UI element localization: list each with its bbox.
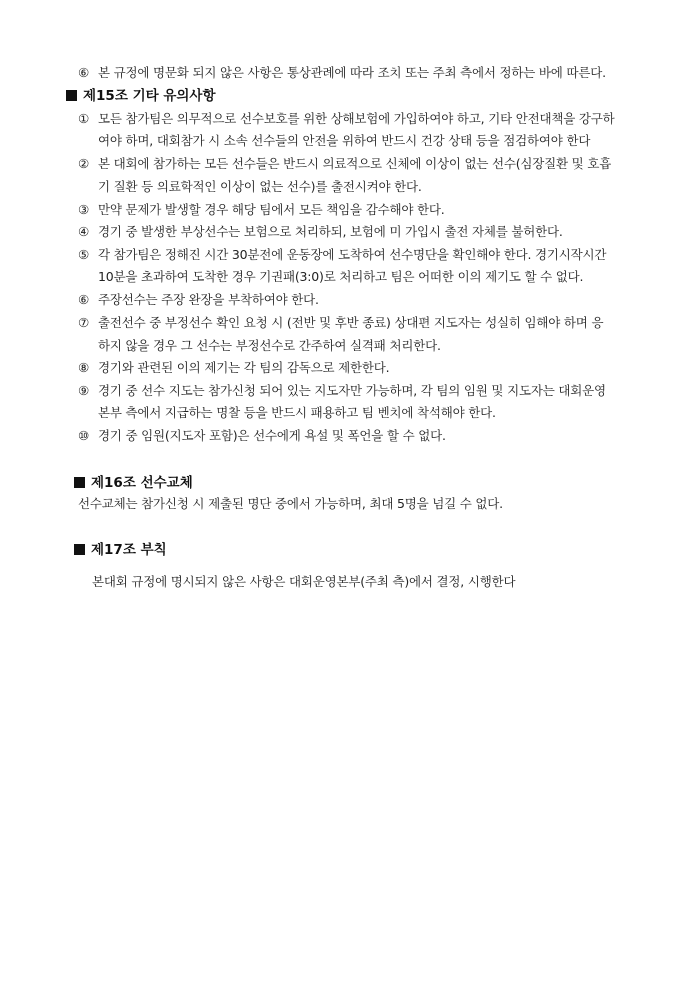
article-15-title: 제15조 기타 유의사항 [83, 88, 216, 104]
article-16-text: 선수교체는 참가신청 시 제출된 명단 중에서 가능하며, 최대 5명을 넘길 수 없다. [78, 496, 503, 511]
item-text: 본 규정에 명문화 되지 않은 사항은 통상관례에 따라 조치 또는 주최 측에서 정하는 바에 따른다. [98, 65, 606, 80]
square-bullet-icon [74, 477, 85, 488]
article-16-title: 제16조 선수교체 [91, 475, 193, 491]
item-number: ④ [78, 224, 90, 239]
article-15-item-4 [78, 223, 563, 241]
article-17-heading [74, 540, 167, 560]
item-text: 여야 하며, 대회참가 시 소속 선수들의 안전을 위하여 반드시 건강 상태 등을 점검하여야 한다 [98, 133, 591, 148]
item-text: 경기 중 임원(지도자 포함)은 선수에게 욕설 및 폭언을 할 수 없다. [98, 428, 446, 443]
article-15-item-9 [78, 382, 606, 400]
item-number: ⑥ [78, 65, 90, 80]
square-bullet-icon [66, 90, 77, 101]
article-15-item-7 [78, 314, 603, 332]
item-text: 하지 않을 경우 그 선수는 부정선수로 간주하여 실격패 처리한다. [98, 338, 441, 353]
item-text: 모든 참가팀은 의무적으로 선수보호를 위한 상해보험에 가입하여야 하고, 기타 안전대책을 강구하 [98, 111, 615, 126]
item-text: 기 질환 등 의료학적인 이상이 없는 선수)를 출전시켜야 한다. [98, 179, 422, 194]
item-number: ② [78, 156, 90, 171]
item-number: ⑤ [78, 247, 90, 262]
rule-item-top [78, 64, 606, 82]
item-text: 경기 중 선수 지도는 참가신청 되어 있는 지도자만 가능하며, 각 팀의 임원 및 지도자는 대회운영 [98, 383, 606, 398]
article-15-item-3 [78, 201, 445, 219]
article-15-item-10 [78, 427, 446, 445]
item-text: 경기 중 발생한 부상선수는 보험으로 처리하되, 보험에 미 가입시 출전 자체를 불허한다. [98, 224, 563, 239]
article-15-heading [66, 86, 216, 106]
item-number: ① [78, 111, 90, 126]
article-15-item-6 [78, 291, 319, 309]
item-text: 본부 측에서 지급하는 명찰 등을 반드시 패용하고 팀 벤치에 착석해야 한다. [98, 405, 496, 420]
item-text: 주장선수는 주장 완장을 부착하여야 한다. [98, 292, 319, 307]
article-16-body [78, 495, 503, 513]
article-17-body [92, 573, 515, 591]
article-15-item-8 [78, 359, 389, 377]
item-number: ③ [78, 202, 90, 217]
article-15-item-9-cont [98, 404, 496, 422]
article-15-item-5 [78, 246, 606, 264]
square-bullet-icon [74, 544, 85, 555]
article-17-title: 제17조 부칙 [91, 542, 167, 558]
article-15-item-5-cont [98, 268, 583, 286]
item-text: 경기와 관련된 이의 제기는 각 팀의 감독으로 제한한다. [98, 360, 390, 375]
item-text: 본 대회에 참가하는 모든 선수들은 반드시 의료적으로 신체에 이상이 없는 선수(심장질환 및 호흡 [98, 156, 612, 171]
article-15-item-2-cont [98, 178, 422, 196]
article-15-item-1 [78, 110, 615, 128]
item-number: ⑦ [78, 315, 90, 330]
item-number: ⑨ [78, 383, 90, 398]
item-number: ⑩ [78, 428, 90, 443]
article-16-heading [74, 473, 193, 493]
article-15-item-2 [78, 155, 611, 173]
item-text: 만약 문제가 발생할 경우 해당 팀에서 모든 책임을 감수해야 한다. [98, 202, 445, 217]
item-text: 각 참가팀은 정해진 시간 30분전에 운동장에 도착하여 선수명단을 확인해야 한다. 경기시작시간 [98, 247, 607, 262]
item-number: ⑥ [78, 292, 90, 307]
item-text: 출전선수 중 부정선수 확인 요청 시 (전반 및 후반 종료) 상대편 지도자는 성실히 임해야 하며 응 [98, 315, 604, 330]
article-15-item-7-cont [98, 337, 441, 355]
article-15-item-1-cont [98, 132, 590, 150]
item-text: 10분을 초과하여 도착한 경우 기권패(3:0)로 처리하고 팀은 어떠한 이의 제기도 할 수 없다. [98, 269, 584, 284]
item-number: ⑧ [78, 360, 90, 375]
article-17-text: 본대회 규정에 명시되지 않은 사항은 대회운영본부(주최 측)에서 결정, 시행한다 [92, 574, 516, 589]
